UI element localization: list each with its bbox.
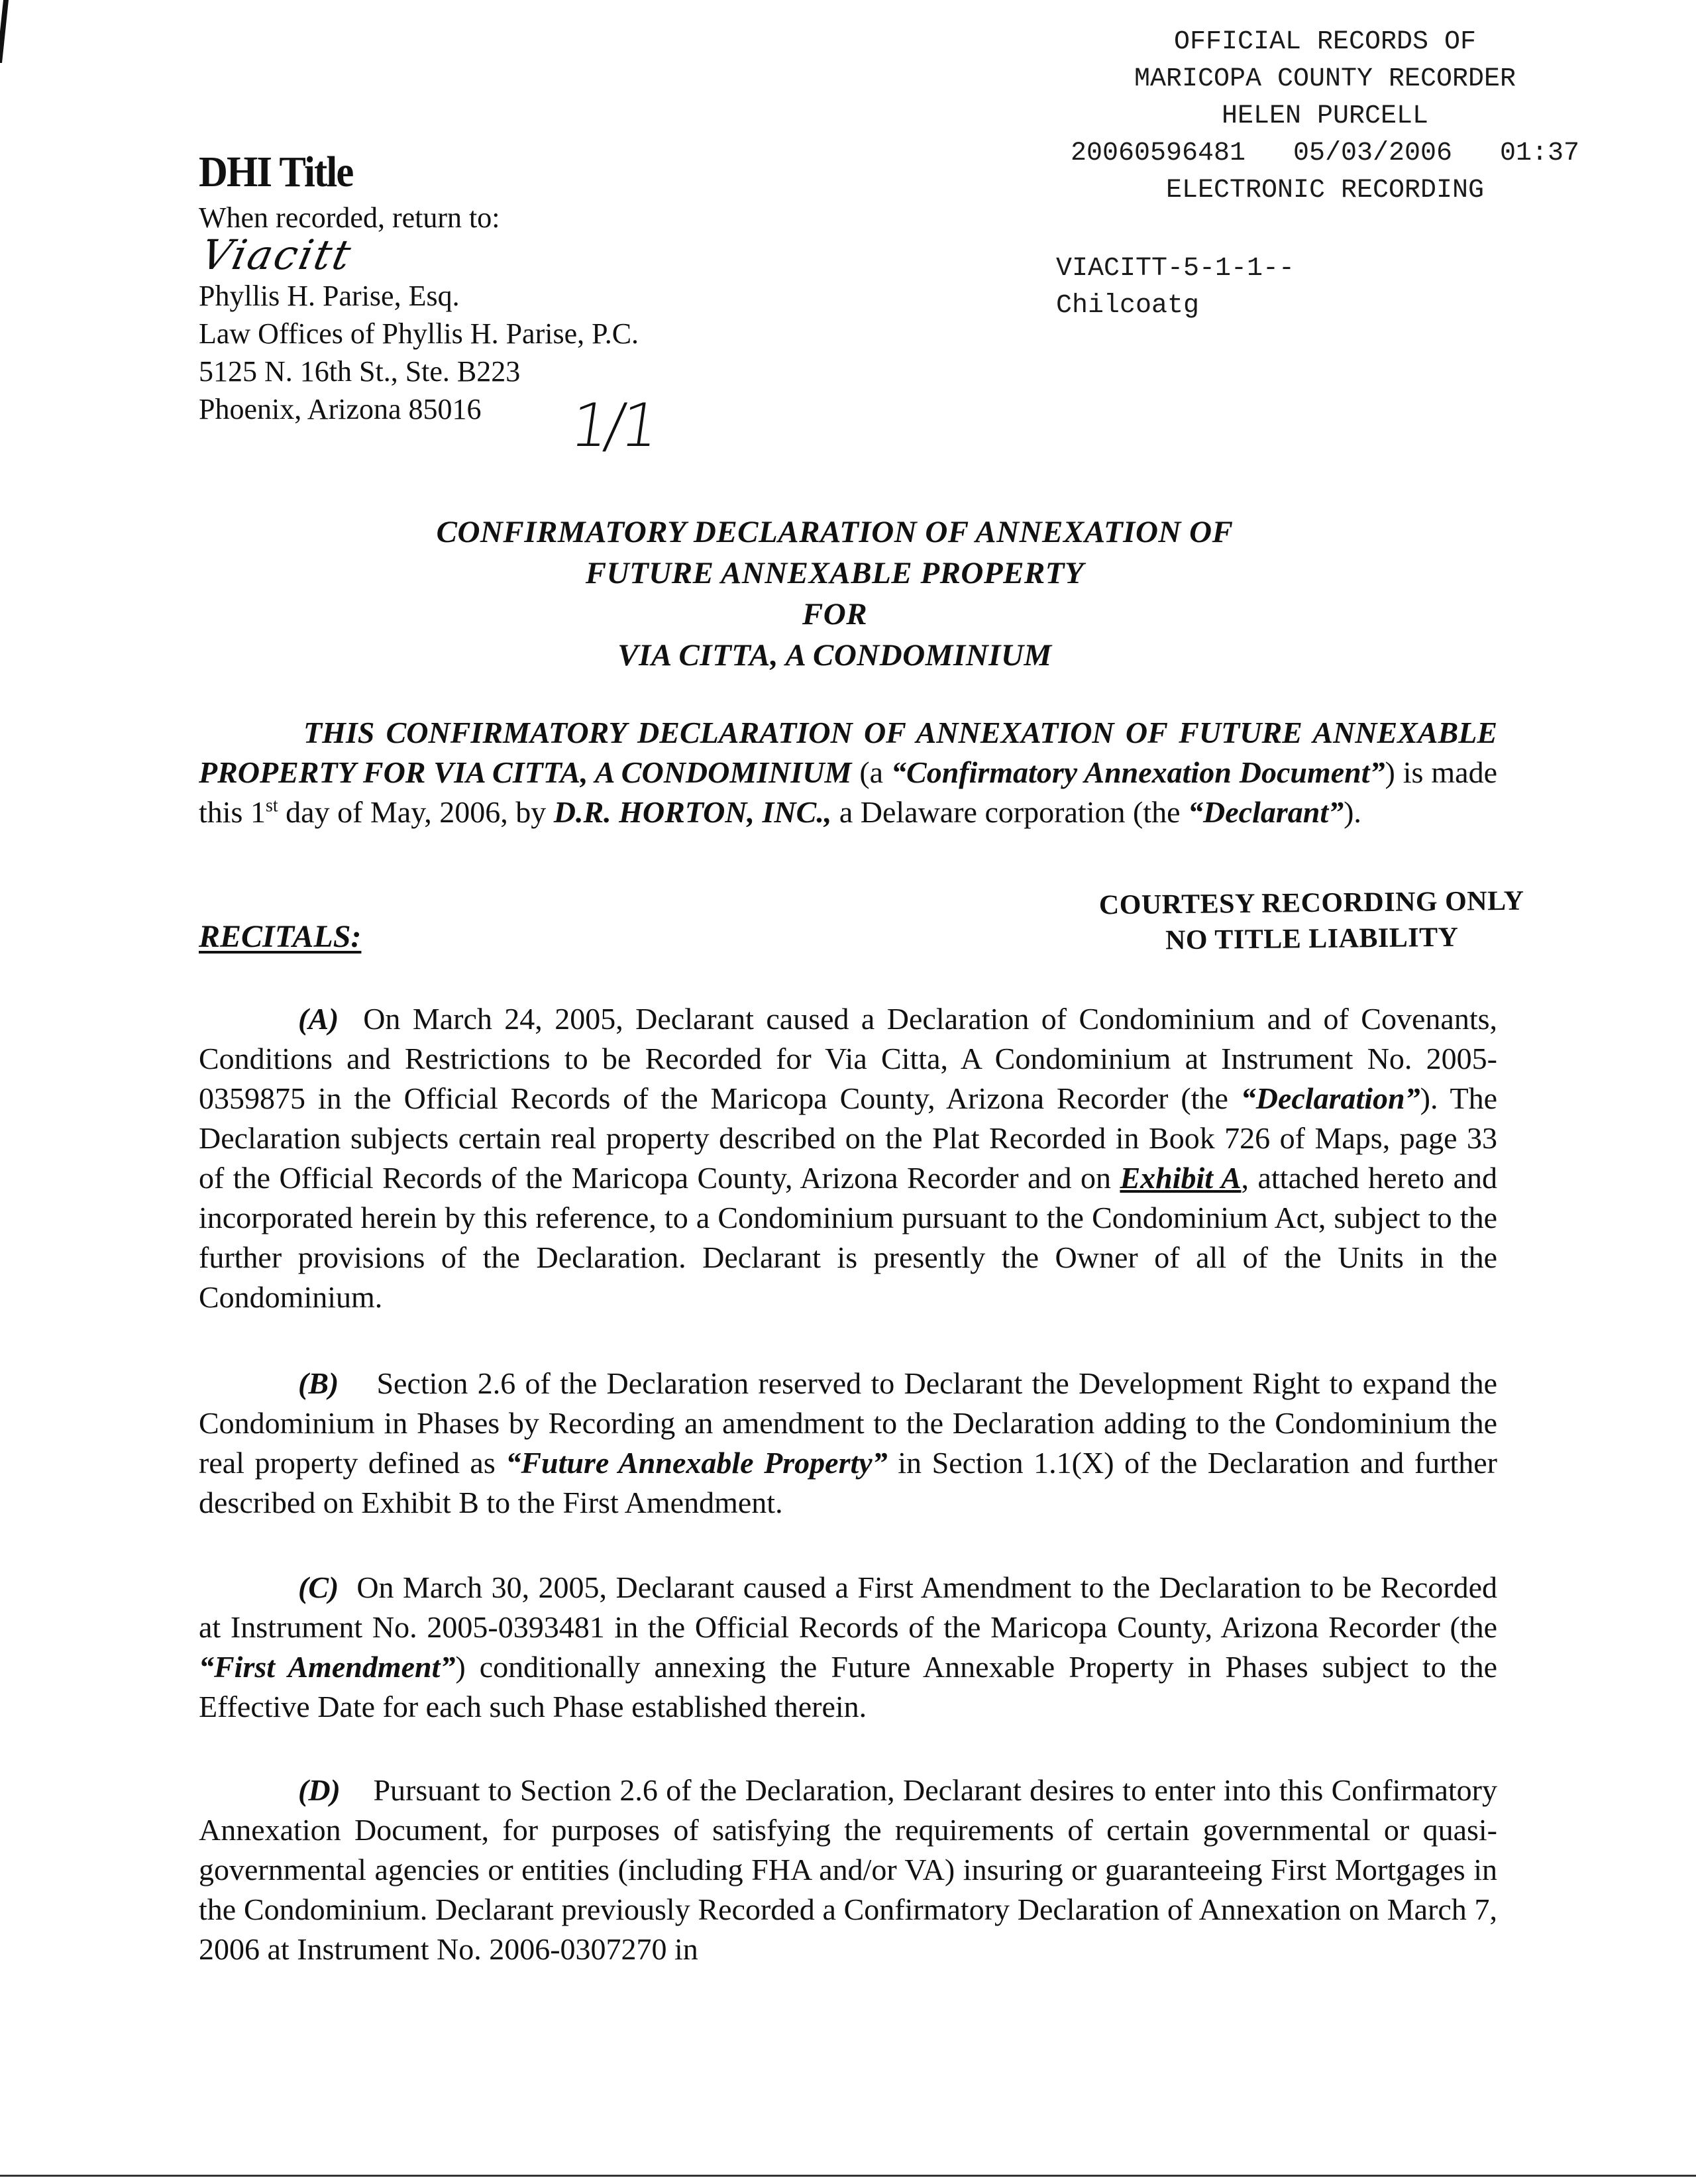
title-line: FUTURE ANNEXABLE PROPERTY (585, 556, 1085, 590)
reference-code: VIACITT-5-1-1-- (1056, 254, 1295, 284)
recording-reference (1056, 250, 1295, 325)
recital-text: On March 30, 2005, Declarant caused a First Amendment to the Declaration to be Recorded at Instrument No. 2005-0393481 in the Official Records of the Maricopa County, Arizona Recorder (the (199, 1570, 1497, 1644)
recital-label: (B) (298, 1366, 339, 1400)
intro-paragraph (199, 713, 1497, 832)
handwritten-page-mark: 1/1 (566, 391, 661, 461)
recorder-block (1034, 24, 1616, 209)
bottom-scan-line (0, 2175, 1696, 2177)
company-name: D.R. HORTON, INC., (553, 795, 832, 829)
defined-term: “Future Annexable Property” (505, 1446, 888, 1480)
recitals-heading: RECITALS: (199, 919, 362, 954)
title-company-logo: DHI Title (199, 148, 353, 196)
recital-label: (A) (298, 1002, 339, 1036)
stamp-line: COURTESY RECORDING ONLY (1098, 885, 1524, 921)
return-address (199, 277, 639, 428)
recorder-line: ELECTRONIC RECORDING (1165, 176, 1485, 205)
defined-term: “Confirmatory Annexation Document” (891, 755, 1385, 789)
handwritten-note: Viacitt (197, 231, 357, 279)
ordinal-suffix: st (265, 795, 278, 816)
title-line: FOR (802, 597, 868, 631)
recorder-line: OFFICIAL RECORDS OF (1173, 27, 1477, 57)
recorder-line: 20060596481 05/03/2006 01:37 (1070, 138, 1580, 168)
defined-term: “First Amendment” (199, 1650, 456, 1684)
recital-label: (D) (298, 1773, 341, 1807)
title-line: VIA CITTA, A CONDOMINIUM (617, 638, 1052, 673)
address-line: Law Offices of Phyllis H. Parise, P.C. (199, 317, 639, 350)
recital-b (199, 1364, 1497, 1523)
intro-bold-title: THIS CONFIRMATORY DECLARATION OF ANNEXATION OF FUTURE ANNEXABLE PROPERTY FOR VIA CITTA, A CONDOMINIUM (199, 716, 1497, 789)
recital-text: ). The Declaration subjects certain real property described on the Plat Recorded in Book 726 of Maps, page 33 of the Official Records of the Maricopa County, Arizona Recorder and on (199, 1081, 1497, 1195)
defined-term: “Declarant” (1188, 795, 1344, 829)
intro-text: a Delaware corporation (the (831, 795, 1188, 829)
stamp-line: NO TITLE LIABILITY (1165, 922, 1459, 956)
intro-text: ) is made this 1 (199, 755, 1497, 829)
recital-text: ) conditionally annexing the Future Annexable Property in Phases subject to the Effective Date for each such Phase established therein. (199, 1650, 1497, 1723)
exhibit-reference: Exhibit A (1120, 1161, 1242, 1195)
address-line: Phoenix, Arizona 85016 (199, 393, 482, 425)
recital-text: Section 2.6 of the Declaration reserved to Declarant the Development Right to expand the Condominium in Phases by Recording an amendment to the Declaration adding to the Condominium the real property defined as (199, 1366, 1497, 1480)
recorder-line: HELEN PURCELL (1221, 101, 1429, 131)
intro-text: day of May, 2006, by (278, 795, 554, 829)
return-label: When recorded, return to: (199, 201, 500, 234)
recital-d (199, 1771, 1497, 1969)
defined-term: “Declaration” (1240, 1081, 1420, 1115)
recital-c (199, 1568, 1497, 1727)
intro-text: ). (1344, 795, 1361, 829)
recital-label: (C) (298, 1570, 339, 1604)
recital-a (199, 999, 1497, 1317)
recital-text: , attached hereto and incorporated herein by this reference, to a Condominium pursuant to the Condominium Act, subject to the further provisions of the Declaration. Declarant is presently the Owner of all of the Units in the Condominium. (199, 1161, 1498, 1314)
address-line: Phyllis H. Parise, Esq. (199, 280, 460, 312)
reference-name: Chilcoatg (1056, 291, 1200, 321)
intro-text: (a (851, 755, 892, 789)
recital-text: On March 24, 2005, Declarant caused a Declaration of Condominium and of Covenants, Conditions and Restrictions to be Recorded for Via Citta, A Condominium at Instrument No. 2005-0359875 in the Official Records of the Maricopa County, Arizona Recorder (the (199, 1002, 1498, 1115)
recorder-line: MARICOPA COUNTY RECORDER (1134, 64, 1516, 94)
recital-text: Pursuant to Section 2.6 of the Declaration, Declarant desires to enter into this Confirmatory Annexation Document, for purposes of satisfying the requirements of certain governmental or quasi-governmental agencies or entities (including FHA and/or VA) insuring or guaranteeing First Mortgages in the Condominium. Declarant previously Recorded a Confirmatory Declaration of Annexation on March 7, 2006 at Instrument No. 2006-0307270 in (199, 1773, 1498, 1966)
document-title (292, 512, 1378, 676)
recital-text: in Section 1.1(X) of the Declaration and further described on Exhibit B to the First Amendment. (199, 1446, 1498, 1519)
courtesy-recording-stamp (1073, 883, 1550, 959)
scan-edge-mark (0, 0, 9, 63)
title-line: CONFIRMATORY DECLARATION OF ANNEXATION OF (436, 515, 1234, 549)
address-line: 5125 N. 16th St., Ste. B223 (199, 355, 521, 388)
